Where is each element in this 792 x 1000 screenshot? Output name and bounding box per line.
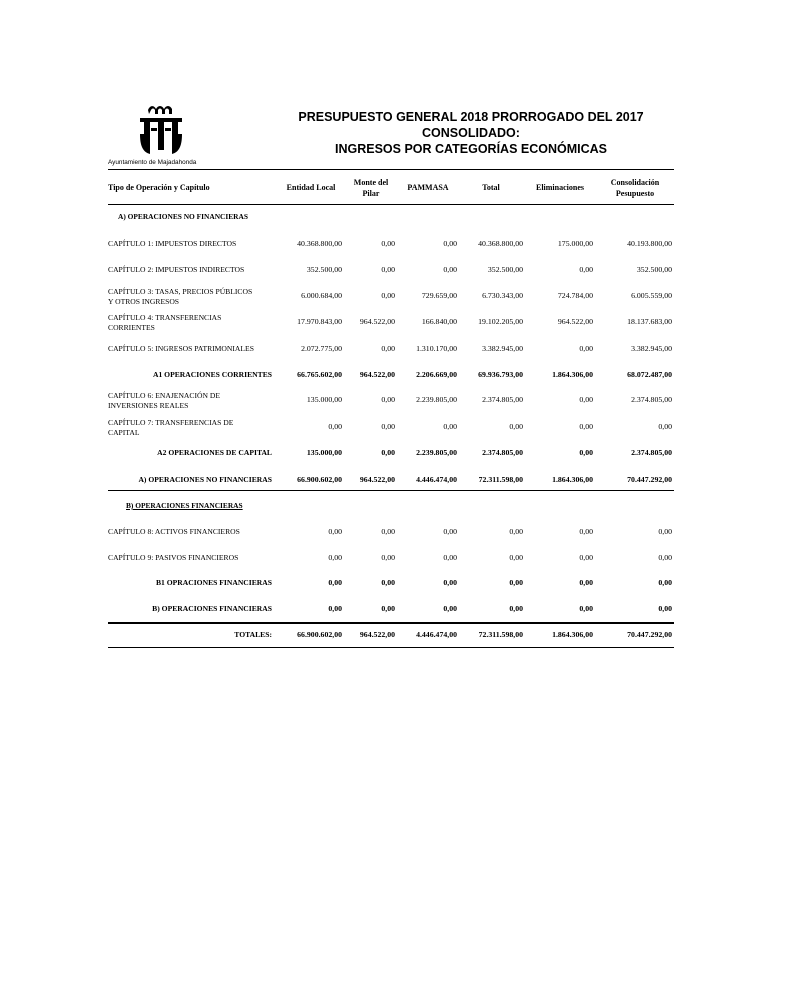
cell-consolidacion: 68.072.487,00 xyxy=(627,370,672,379)
row-label: CAPÍTULO 6: ENAJENACIÓN DE INVERSIONES REALES xyxy=(108,391,221,410)
cell-pammasa: 0,00 xyxy=(443,604,457,613)
cell-monte: 0,00 xyxy=(381,578,395,587)
col-header-tipo: Tipo de Operación y Capítulo xyxy=(108,183,210,192)
cell-pammasa: 4.446.474,00 xyxy=(416,475,457,484)
cell-total: 2.374.805,00 xyxy=(482,395,523,404)
cell-monte: 0,00 xyxy=(381,553,395,562)
cell-eliminaciones: 0,00 xyxy=(579,527,593,536)
cell-monte: 0,00 xyxy=(381,422,395,431)
cell-eliminaciones: 0,00 xyxy=(579,448,593,457)
cell-consolidacion: 0,00 xyxy=(658,527,672,536)
row-label: B) OPERACIONES FINANCIERAS xyxy=(152,604,272,613)
row-label: A) OPERACIONES NO FINANCIERAS xyxy=(118,212,248,221)
row-label: B) OPERACIONES FINANCIERAS xyxy=(126,501,243,510)
cell-consolidacion: 0,00 xyxy=(658,422,672,431)
table-rule-3 xyxy=(108,647,674,648)
cell-monte: 0,00 xyxy=(381,265,395,274)
row-label: CAPÍTULO 5: INGRESOS PATRIMONIALES xyxy=(108,344,254,353)
col-header-entidad: Entidad Local xyxy=(286,183,336,192)
cell-monte: 0,00 xyxy=(381,291,395,300)
cell-monte: 964.522,00 xyxy=(359,475,395,484)
row-label: A2 OPERACIONES DE CAPITAL xyxy=(157,448,272,457)
cell-consolidacion: 2.374.805,00 xyxy=(631,395,672,404)
cell-eliminaciones: 0,00 xyxy=(579,604,593,613)
row-label: CAPÍTULO 3: TASAS, PRECIOS PÚBLICOS Y OTROS INGRESOS xyxy=(108,287,253,306)
cell-monte: 0,00 xyxy=(381,527,395,536)
cell-total: 0,00 xyxy=(509,527,523,536)
cell-monte: 0,00 xyxy=(381,344,395,353)
row-label: B1 OPRACIONES FINANCIERAS xyxy=(155,578,272,587)
cell-pammasa: 166.840,00 xyxy=(421,317,457,326)
cell-pammasa: 0,00 xyxy=(443,553,457,562)
cell-monte: 964.522,00 xyxy=(359,317,395,326)
row-label: CAPÍTULO 1: IMPUESTOS DIRECTOS xyxy=(108,239,237,248)
cell-entidad: 352.500,00 xyxy=(306,265,342,274)
title-line-2: CONSOLIDADO: xyxy=(422,126,520,140)
cell-consolidacion: 18.137.683,00 xyxy=(627,317,672,326)
cell-monte: 0,00 xyxy=(381,448,395,457)
cell-total: 3.382.945,00 xyxy=(482,344,523,353)
cell-total: 0,00 xyxy=(509,578,523,587)
cell-entidad: 0,00 xyxy=(328,553,342,562)
table-rule-1 xyxy=(108,490,674,491)
cell-eliminaciones: 1.864.306,00 xyxy=(552,370,593,379)
row-label: CAPÍTULO 7: TRANSFERENCIAS DE CAPITAL xyxy=(108,418,234,437)
cell-pammasa: 729.659,00 xyxy=(421,291,457,300)
cell-entidad: 66.900.602,00 xyxy=(297,630,342,639)
cell-consolidacion: 352.500,00 xyxy=(636,265,672,274)
cell-consolidacion: 3.382.945,00 xyxy=(631,344,672,353)
document-title xyxy=(290,109,652,157)
cell-entidad: 17.970.843,00 xyxy=(297,317,342,326)
cell-entidad: 2.072.775,00 xyxy=(301,344,342,353)
cell-eliminaciones: 175.000,00 xyxy=(557,239,593,248)
cell-consolidacion: 70.447.292,00 xyxy=(627,475,672,484)
cell-entidad: 0,00 xyxy=(328,604,342,613)
cell-total: 40.368.800,00 xyxy=(478,239,523,248)
cell-pammasa: 1.310.170,00 xyxy=(416,344,457,353)
logo xyxy=(108,104,218,170)
title-line-3: INGRESOS POR CATEGORÍAS ECONÓMICAS xyxy=(334,142,607,156)
cell-entidad: 40.368.800,00 xyxy=(297,239,342,248)
cell-total: 2.374.805,00 xyxy=(482,448,523,457)
cell-total: 352.500,00 xyxy=(487,265,523,274)
cell-pammasa: 0,00 xyxy=(443,239,457,248)
cell-consolidacion: 0,00 xyxy=(658,578,672,587)
cell-pammasa: 2.239.805,00 xyxy=(416,448,457,457)
cell-eliminaciones: 0,00 xyxy=(579,553,593,562)
row-label: TOTALES: xyxy=(234,630,272,639)
row-label: CAPÍTULO 2: IMPUESTOS INDIRECTOS xyxy=(108,265,245,274)
cell-consolidacion: 2.374.805,00 xyxy=(631,448,672,457)
cell-entidad: 6.000.684,00 xyxy=(301,291,342,300)
cell-eliminaciones: 1.864.306,00 xyxy=(552,630,593,639)
cell-entidad: 66.900.602,00 xyxy=(297,475,342,484)
cell-eliminaciones: 1.864.306,00 xyxy=(552,475,593,484)
cell-monte: 964.522,00 xyxy=(359,630,395,639)
header-top-rule xyxy=(108,169,674,170)
cell-total: 72.311.598,00 xyxy=(478,475,523,484)
cell-consolidacion: 6.005.559,00 xyxy=(631,291,672,300)
cell-entidad: 135.000,00 xyxy=(306,395,342,404)
cell-pammasa: 4.446.474,00 xyxy=(416,630,457,639)
cell-total: 0,00 xyxy=(509,553,523,562)
majadahonda-crest-icon xyxy=(136,104,186,158)
cell-total: 19.102.205,00 xyxy=(478,317,523,326)
cell-eliminaciones: 0,00 xyxy=(579,578,593,587)
cell-total: 72.311.598,00 xyxy=(478,630,523,639)
title-line-1: PRESUPUESTO GENERAL 2018 PRORROGADO DEL 2017 xyxy=(298,110,644,124)
cell-eliminaciones: 0,00 xyxy=(579,344,593,353)
col-header-total: Total xyxy=(482,183,500,192)
cell-eliminaciones: 964.522,00 xyxy=(557,317,593,326)
cell-consolidacion: 0,00 xyxy=(658,604,672,613)
cell-consolidacion: 70.447.292,00 xyxy=(627,630,672,639)
table-rule-2 xyxy=(108,622,674,624)
header-bottom-rule xyxy=(108,204,674,205)
cell-total: 6.730.343,00 xyxy=(482,291,523,300)
cell-consolidacion: 40.193.800,00 xyxy=(627,239,672,248)
cell-eliminaciones: 0,00 xyxy=(579,395,593,404)
row-label: A1 OPERACIONES CORRIENTES xyxy=(153,370,272,379)
cell-entidad: 0,00 xyxy=(328,578,342,587)
row-label: CAPÍTULO 9: PASIVOS FINANCIEROS xyxy=(108,553,239,562)
cell-monte: 0,00 xyxy=(381,395,395,404)
col-header-pammasa: PAMMASA xyxy=(407,183,449,192)
cell-monte: 0,00 xyxy=(381,239,395,248)
cell-total: 69.936.793,00 xyxy=(478,370,523,379)
cell-pammasa: 0,00 xyxy=(443,422,457,431)
logo-caption: Ayuntamiento de Majadahonda xyxy=(108,159,197,166)
col-header-monte: Monte del Pilar xyxy=(353,178,389,198)
cell-eliminaciones: 724.784,00 xyxy=(557,291,593,300)
col-header-consolidacion: Consolidación Pesupuesto xyxy=(610,178,660,198)
cell-entidad: 0,00 xyxy=(328,422,342,431)
cell-monte: 964.522,00 xyxy=(359,370,395,379)
cell-total: 0,00 xyxy=(509,604,523,613)
cell-total: 0,00 xyxy=(509,422,523,431)
cell-pammasa: 2.206.669,00 xyxy=(416,370,457,379)
cell-entidad: 135.000,00 xyxy=(306,448,342,457)
cell-pammasa: 0,00 xyxy=(443,527,457,536)
cell-eliminaciones: 0,00 xyxy=(579,265,593,274)
cell-pammasa: 0,00 xyxy=(443,578,457,587)
cell-consolidacion: 0,00 xyxy=(658,553,672,562)
cell-monte: 0,00 xyxy=(381,604,395,613)
cell-eliminaciones: 0,00 xyxy=(579,422,593,431)
cell-entidad: 66.765.602,00 xyxy=(297,370,342,379)
col-header-eliminaciones: Eliminaciones xyxy=(535,183,584,192)
cell-pammasa: 0,00 xyxy=(443,265,457,274)
cell-pammasa: 2.239.805,00 xyxy=(416,395,457,404)
row-label: CAPÍTULO 8: ACTIVOS FINANCIEROS xyxy=(108,527,240,536)
row-label: CAPÍTULO 4: TRANSFERENCIAS CORRIENTES xyxy=(108,313,222,332)
row-label: A) OPERACIONES NO FINANCIERAS xyxy=(138,475,272,484)
cell-entidad: 0,00 xyxy=(328,527,342,536)
